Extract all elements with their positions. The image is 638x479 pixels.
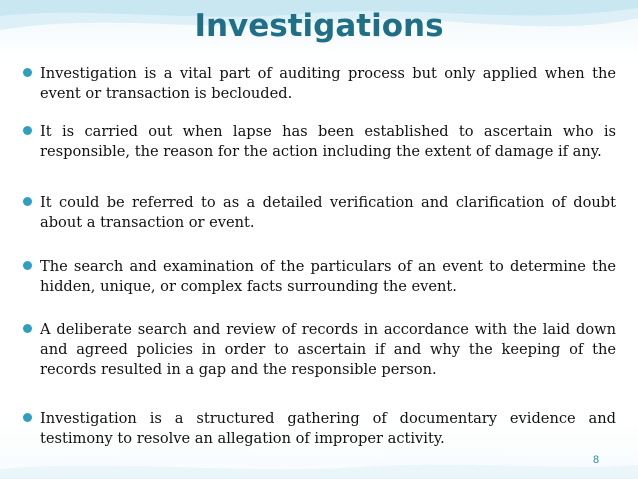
page-number: 8	[593, 454, 600, 466]
bullet-dot-icon	[22, 122, 40, 140]
list-item	[22, 193, 616, 233]
list-item	[22, 320, 616, 380]
bullet-dot-icon	[22, 257, 40, 275]
bullet-dot-icon	[22, 64, 40, 82]
bullet-dot-icon	[22, 193, 40, 211]
slide-title: Investigations	[194, 8, 444, 44]
bullet-text: Investigation is a structured gathering of documentary evidence and testimony to resolve an allegation of improper activity.	[40, 410, 616, 447]
bullet-text: A deliberate search and review of records in accordance with the laid down and agreed policies in order to ascertain if and why the keeping of the records resulted in a gap and the responsible person.	[40, 321, 616, 378]
bullet-dot-icon	[22, 320, 40, 338]
bullet-dot-icon	[22, 409, 40, 427]
list-item	[22, 64, 616, 104]
bottom-wave-decoration	[0, 439, 638, 479]
bullet-text: Investigation is a vital part of auditing process but only applied when the event or transaction is beclouded.	[40, 65, 616, 102]
bullet-text: It could be referred to as a detailed verification and clarification of doubt about a transaction or event.	[40, 194, 616, 231]
list-item	[22, 257, 616, 297]
bullet-text: It is carried out when lapse has been established to ascertain who is responsible, the reason for the action including the extent of damage if any.	[40, 123, 616, 160]
list-item	[22, 122, 616, 162]
bullet-text: The search and examination of the particulars of an event to determine the hidden, unique, or complex facts surrounding the event.	[40, 258, 616, 295]
